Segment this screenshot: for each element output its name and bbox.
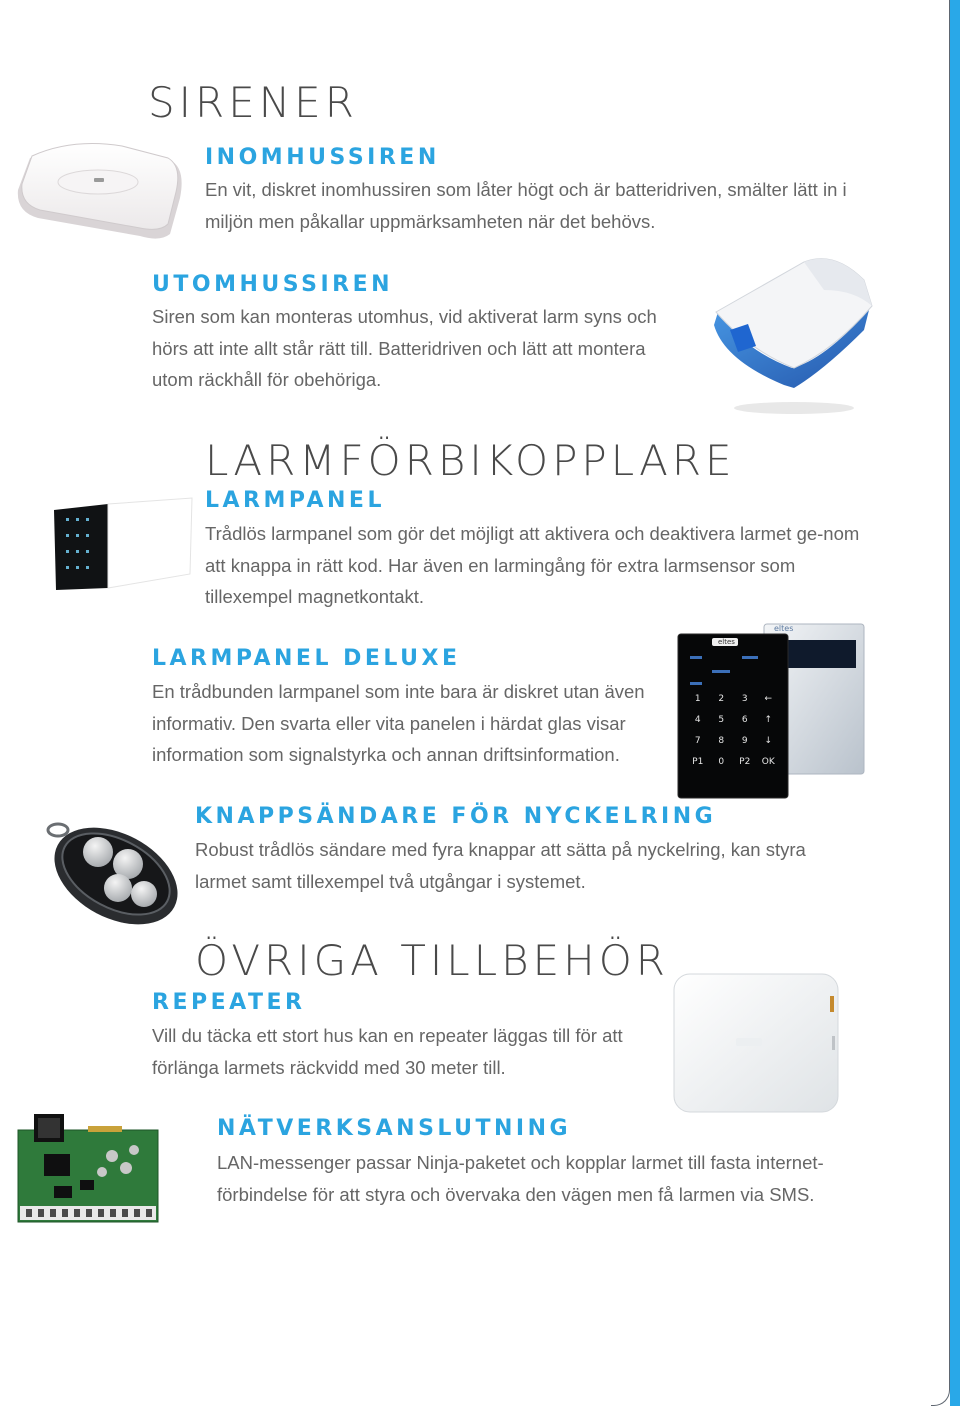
- keypad-key: 6: [741, 715, 748, 725]
- text-repeater: Vill du täcka ett stort hus kan en repeater läggas till för att förlänga larmets räckvidd med 30 meter till.: [152, 1025, 623, 1078]
- heading-larmpanel-deluxe: LARMPANEL DELUXE: [152, 646, 461, 671]
- heading-larmpanel: LARMPANEL: [205, 488, 385, 513]
- section-title-ovriga: ÖVRIGA TILLBEHÖR: [195, 936, 669, 985]
- keypad-grid: [686, 692, 780, 769]
- page-edge-corner: [931, 1387, 950, 1406]
- keypad-key: ←: [764, 694, 773, 704]
- text-larmpanel: Trådlös larmpanel som gör det möjligt att aktivera och deaktivera larmet ge-nom att knappa in rätt kod. Har även en larmingång för extra larmsensor som tillexempel magnetkontakt.: [205, 523, 860, 607]
- outdoor-siren-image: [704, 250, 884, 420]
- keypad-key: 5: [718, 715, 725, 725]
- indoor-siren-image: [10, 138, 190, 248]
- text-larmpanel-deluxe: En trådbunden larmpanel som inte bara är diskret utan även informativ. Den svarta eller vita panelen i härdat glas visar information som signalstyrka och annan driftsinformation.: [152, 681, 645, 765]
- alarm-panel-image: [50, 494, 195, 594]
- text-knappsandare: Robust trådlös sändare med fyra knappar att sätta på nyckelring, kan styra larmet samt tillexempel två utgångar i systemet.: [195, 839, 806, 892]
- section-title-sirener: SIRENER: [148, 78, 358, 127]
- keypad-key: 0: [718, 757, 725, 767]
- page-edge-stripe: [950, 0, 960, 1406]
- heading-knappsandare: KNAPPSÄNDARE FÖR NYCKELRING: [195, 804, 717, 829]
- keypad-key: 3: [741, 694, 748, 704]
- keypad-key: 4: [694, 715, 701, 725]
- keypad-brand-silver: eltes: [774, 624, 794, 633]
- keypad-key: 9: [741, 736, 748, 746]
- circuit-board-image: [14, 1110, 164, 1228]
- heading-natverksanslutning: NÄTVERKSANSLUTNING: [217, 1116, 572, 1141]
- keypad-deluxe-image: [676, 620, 872, 806]
- keypad-key: 8: [718, 736, 725, 746]
- keypad-key: ↑: [764, 715, 773, 725]
- key-fob-image: [36, 812, 188, 930]
- heading-utomhussiren: UTOMHUSSIREN: [152, 272, 394, 297]
- keypad-key: ↓: [764, 736, 773, 746]
- keypad-key: 1: [694, 694, 701, 704]
- heading-inomhussiren: INOMHUSSIREN: [205, 145, 440, 170]
- keypad-brand-black: eltes: [718, 638, 735, 646]
- text-inomhussiren: En vit, diskret inomhussiren som låter högt och är batteridriven, smälter lätt in i miljön men påkallar uppmärksamheten när det behövs.: [205, 179, 847, 232]
- section-title-larmforbikopplare: LARMFÖRBIKOPPLARE: [205, 436, 736, 485]
- heading-repeater: REPEATER: [152, 990, 306, 1015]
- keypad-key: 7: [694, 736, 701, 746]
- repeater-image: [664, 966, 850, 1118]
- keypad-key: OK: [761, 757, 775, 767]
- keypad-key: 2: [718, 694, 725, 704]
- keypad-key: P1: [692, 757, 704, 767]
- keypad-key: P2: [739, 757, 751, 767]
- text-natverksanslutning: LAN-messenger passar Ninja-paketet och kopplar larmet till fasta internet-förbindelse för att styra och övervaka den vägen men få larmen via SMS.: [217, 1152, 824, 1205]
- page-edge-line: [947, 0, 950, 1390]
- text-utomhussiren: Siren som kan monteras utomhus, vid aktiverat larm syns och hörs att inte allt står rätt till. Batteridriven och lätt att montera utom räckhåll för obehöriga.: [152, 306, 657, 390]
